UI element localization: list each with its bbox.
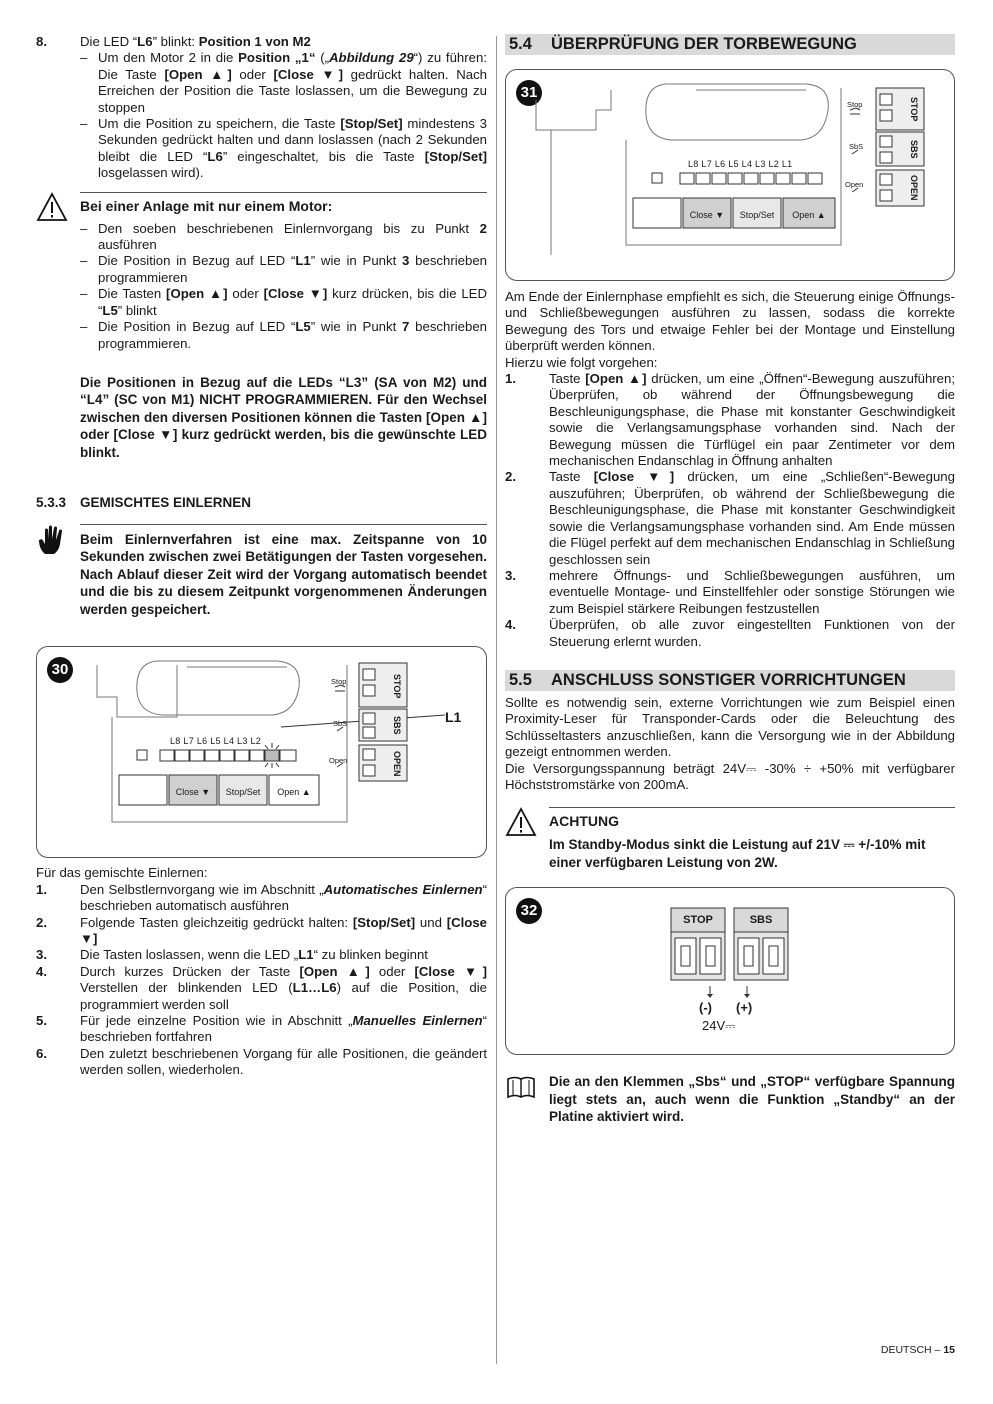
text: („ xyxy=(315,50,330,66)
open-input-label: Open xyxy=(329,756,348,766)
sbs-input-label: SbS xyxy=(333,719,348,729)
text: Um die Position zu speichern, die Taste xyxy=(98,116,341,132)
section-title: GEMISCHTES EINLERNEN xyxy=(80,495,252,511)
open-button: Open ▲ xyxy=(277,787,311,798)
list-item xyxy=(80,253,487,286)
list-item xyxy=(505,371,955,469)
section-ref: Automatisches Einlernen xyxy=(323,881,483,897)
terminal-stop-label: STOP xyxy=(392,674,402,699)
text-bold: [Stop/Set] xyxy=(340,116,403,132)
figure-30 xyxy=(36,646,487,858)
section-number: 5.5 xyxy=(509,670,532,689)
stop-input-label: Stop xyxy=(847,100,863,109)
led-labels: L8 L7 L6 L5 L4 L3 L2 xyxy=(170,736,262,747)
list-item xyxy=(36,964,487,1013)
text: Für jede einzelne Position wie in Abschnitt „ xyxy=(80,1012,353,1028)
close-button: Close ▼ xyxy=(175,787,211,798)
figure-badge: 32 xyxy=(516,898,542,924)
text: ) auf die Position, die programmiert werden soll xyxy=(80,980,487,1012)
terminal-stop-label: STOP xyxy=(909,96,919,122)
step-number: 2. xyxy=(505,469,516,485)
voltage-label: 24V⎓ xyxy=(702,1018,736,1034)
text-bold: L1 xyxy=(295,253,311,269)
warning-triangle-icon xyxy=(36,192,68,222)
verification-steps xyxy=(505,371,955,650)
step-number: 1. xyxy=(505,371,516,387)
text: Taste xyxy=(549,371,586,387)
text-bold: [Close ▼] xyxy=(80,914,487,946)
verification-intro: Am Ende der Einlernphase empfiehlt es sich, die Steuerung einige Öffnungs- und Schließbewegungen ausführen zu lassen, sodass die korrekte Bewegung des Tors und etwaige Fehler bei der Montage und Einstellung überprüft werden können. xyxy=(505,289,955,354)
one-motor-list xyxy=(80,221,487,352)
list-item xyxy=(80,319,487,352)
text-bold: 2 xyxy=(479,220,487,236)
text: Die Position in Bezug auf LED “ xyxy=(98,253,296,269)
text-bold: [Close ▼] xyxy=(263,286,328,302)
text: ” wie in Punkt xyxy=(310,253,403,269)
mixed-learning-intro: Für das gemischte Einlernen: xyxy=(36,865,208,881)
sbs-terminal-label: SBS xyxy=(749,914,773,927)
text-bold: L5 xyxy=(295,319,311,335)
section-5-5-heading xyxy=(505,670,955,691)
page-footer xyxy=(881,1342,955,1358)
step-number: 8. xyxy=(36,34,47,49)
figure-31 xyxy=(505,69,955,281)
section-title: ÜBERPRÜFUNG DER TORBEWEGUNG xyxy=(551,35,857,53)
led-row xyxy=(652,173,822,184)
text-bold: [Open ▲] xyxy=(585,371,647,387)
text: losgelassen wird). xyxy=(98,165,204,181)
notice-title: ACHTUNG xyxy=(549,807,955,830)
text: mehrere Öffnungs- und Schließbewegungen ausführen, um eventuelle Montage- und Einstellfehler oder sonstige Störungen wie zum Beispiel stärkere Reibungen festzustellen xyxy=(549,567,955,616)
section-5-4-heading xyxy=(505,34,955,55)
control-board-drawing xyxy=(506,70,954,280)
close-button: Close ▼ xyxy=(689,210,725,220)
step-number: 3. xyxy=(36,947,47,963)
stop-set-button: Stop/Set xyxy=(225,787,261,798)
attention-notice xyxy=(505,807,955,871)
text-bold: [Open ▲] xyxy=(166,286,228,302)
list-item xyxy=(36,947,487,963)
mixed-learning-steps xyxy=(36,882,487,1079)
step-8-sub-2 xyxy=(80,116,487,182)
text-bold: 3 xyxy=(402,253,410,269)
text-bold: [Close ▼] xyxy=(273,66,343,82)
text: Die Position in Bezug auf LED “ xyxy=(98,319,296,335)
negative-pole-label: (-) xyxy=(699,1000,712,1016)
led-row xyxy=(137,750,296,761)
list-item xyxy=(80,286,487,319)
text: oder xyxy=(369,963,415,979)
text: oder xyxy=(227,286,264,302)
open-input-label: Open xyxy=(845,180,864,189)
page-number: 15 xyxy=(943,1344,955,1356)
one-motor-notice xyxy=(36,192,487,462)
stop-hand-icon xyxy=(36,524,68,556)
step-number: 6. xyxy=(36,1045,47,1061)
step-number: 3. xyxy=(505,567,516,583)
terminal-open-label: OPEN xyxy=(909,175,919,201)
positive-pole-label: (+) xyxy=(736,1000,753,1016)
text: ” blinkt: xyxy=(152,34,199,49)
step-number: 2. xyxy=(36,914,47,930)
figure-32 xyxy=(505,887,955,1055)
list-item xyxy=(36,1046,487,1079)
text: “ beschrieben automatisch ausführen xyxy=(80,881,487,914)
list-item xyxy=(505,617,955,650)
text-bold: [Close ▼] xyxy=(593,469,675,485)
text: “ beschrieben fortfahren xyxy=(80,1012,487,1045)
standby-note xyxy=(505,1073,955,1126)
note-text: Die an den Klemmen „Sbs“ und „STOP“ verfügbare Spannung liegt stets an, auch wenn die Funktion „Standby“ an der Platine aktiviert wird. xyxy=(549,1074,955,1125)
text: Taste xyxy=(549,469,594,485)
text: “) zu führen: Die Taste xyxy=(98,50,487,82)
text-bold: Position „1“ xyxy=(238,50,316,66)
text: Verstellen der blinkenden LED ( xyxy=(80,980,293,996)
left-column xyxy=(36,34,487,1079)
standby-power-text: Im Standby-Modus sinkt die Leistung auf 21V ⎓ +/-10% mit einer verfügbaren Leistung von 2W. xyxy=(549,837,926,870)
led-labels: L8 L7 L6 L5 L4 L3 L2 L1 xyxy=(688,159,793,169)
text: beschrieben programmieren xyxy=(98,253,487,285)
text: kurz drücken, bis die LED “ xyxy=(98,286,487,318)
text: ausführen xyxy=(98,237,157,253)
step-number: 4. xyxy=(505,617,516,633)
text: Den zuletzt beschriebenen Vorgang für alle Positionen, die geändert werden sollen, wiederholen. xyxy=(80,1045,487,1078)
time-limit-notice xyxy=(36,524,487,619)
stop-terminal-label: STOP xyxy=(683,914,713,927)
list-item xyxy=(36,915,487,948)
step-number: 5. xyxy=(36,1012,47,1028)
figure-badge: 30 xyxy=(47,657,73,683)
text: ” eingeschaltet, bis die Taste xyxy=(222,148,425,164)
text-bold: 7 xyxy=(402,319,410,335)
text: drücken, um eine „Öffnen“-Bewegung auszuführen; Überprüfen, ob während der Öffnungsbewegung die Beschleunigungsphase, die Phase mit konstanter Geschwindigkeit sowie die Verlangsamungsphase vorhanden sind. Nach der Bewegung müssen die Türflügel ein paar Zentimeter vor dem mechanischen Endanschlag in Öffnung anhalten xyxy=(549,371,956,469)
list-item xyxy=(505,568,955,617)
text-bold: [Open ▲] xyxy=(164,66,232,82)
warning-triangle-icon xyxy=(505,807,537,837)
text-bold: L6 xyxy=(207,148,223,164)
list-item xyxy=(36,882,487,915)
text: Überprüfen, ob alle zuvor eingestellten Funktionen von der Steuerung erlernt wurden. xyxy=(549,617,955,649)
step-8-sub-1 xyxy=(80,50,487,116)
section-5-3-3-heading xyxy=(36,495,487,511)
terminal-open-label: OPEN xyxy=(392,750,402,777)
text: Um den Motor 2 in die xyxy=(98,50,239,66)
section-number: 5.3.3 xyxy=(36,495,67,511)
text: beschrieben programmieren. xyxy=(98,319,487,351)
stop-input-label: Stop xyxy=(331,677,347,687)
text: mindestens 3 Sekunden gedrückt halten und dann loslassen (nach 2 Sekunden bleibt die LED “ xyxy=(98,116,487,164)
section-ref: Manuelles Einlernen xyxy=(352,1012,483,1028)
text-bold: [Stop/Set] xyxy=(352,914,416,930)
supply-voltage-text: Die Versorgungsspannung beträgt 24V⎓ -30% ÷ +50% mit verfügbarer Höchststromstärke von 200mA. xyxy=(505,760,955,792)
stop-set-button: Stop/Set xyxy=(739,210,775,220)
text: oder xyxy=(231,66,274,82)
figure-badge: 31 xyxy=(516,80,542,106)
manual-book-icon xyxy=(505,1075,537,1101)
text-bold: [Stop/Set] xyxy=(424,148,487,164)
footer-language: DEUTSCH – xyxy=(880,1344,944,1356)
control-board-drawing xyxy=(37,647,486,857)
external-devices-text: Sollte es notwendig sein, externe Vorrichtungen wie zum Beispiel einen Proximity-Leser für Transponder-Cards oder die Beleuchtung des Schlüsseltasters anzuschließen, kann die Versorgung wie in der Abbildung gezeigt entnommen werden. xyxy=(505,694,955,760)
do-not-program-note: Die Positionen in Bezug auf die LEDs “L3” (SA von M2) und “L4” (SC von M1) NICHT PROGRAMMIEREN. Für den Wechsel zwischen den diversen Positionen können die Tasten [Open ▲] oder [Close ▼] kurz gedrückt werden, bis die gewünschte LED blinkt. xyxy=(80,374,487,460)
list-item xyxy=(80,221,487,254)
procedure-intro: Hierzu wie folgt vorgehen: xyxy=(505,354,658,370)
text: Den soeben beschriebenen Einlernvorgang bis zu Punkt xyxy=(98,220,480,236)
notice-title: Bei einer Anlage mit nur einem Motor: xyxy=(80,192,487,215)
text: Durch kurzes Drücken der Taste xyxy=(80,963,300,979)
text: ” wie in Punkt xyxy=(310,319,403,335)
text: drücken, um eine „Schließen“-Bewegung auszuführen; Überprüfen, ob während der Schließbewegung die Beschleunigungsphase, die Phase mit konstanter Geschwindigkeit sowie die Verlangsamungsphase vorhanden sind. Am Ende müssen die Flügel perfekt auf dem mechanischen Endanschlag in Schließung geschlossen sein xyxy=(549,469,955,567)
text-bold: L1 xyxy=(298,947,314,963)
terminal-sbs-label: SBS xyxy=(392,716,402,735)
text-bold: L6 xyxy=(137,34,153,49)
text-bold: [Close ▼] xyxy=(414,963,487,979)
text: und xyxy=(415,914,447,930)
column-divider xyxy=(496,36,497,1364)
text-bold: L5 xyxy=(102,302,118,318)
text: gedrückt halten. Nach Erreichen der Position die Taste loslassen, um die Bewegung zu stoppen xyxy=(98,66,487,115)
text: Die LED “ xyxy=(80,34,138,49)
text-bold: [Open ▲] xyxy=(299,963,370,979)
text-bold: L1…L6 xyxy=(292,980,337,996)
terminal-sbs-label: SBS xyxy=(909,139,919,159)
text: “ zu blinken beginnt xyxy=(313,947,428,963)
list-item xyxy=(505,469,955,567)
section-title: ANSCHLUSS SONSTIGER VORRICHTUNGEN xyxy=(551,670,906,689)
step-number: 4. xyxy=(36,963,47,979)
step-8 xyxy=(36,34,487,182)
text-bold: Position 1 von M2 xyxy=(198,34,311,49)
text: Folgende Tasten gleichzeitig gedrückt halten: xyxy=(80,914,353,930)
sbs-input-label: SbS xyxy=(849,142,864,151)
open-button: Open ▲ xyxy=(792,210,826,220)
led-callout: L1 xyxy=(445,709,462,726)
text: Die Tasten xyxy=(98,286,167,302)
step-number: 1. xyxy=(36,881,47,897)
text: Die Tasten loslassen, wenn die LED „ xyxy=(80,947,299,963)
figure-ref: Abbildung 29 xyxy=(329,50,414,66)
text: Den Selbstlernvorgang wie im Abschnitt „ xyxy=(80,881,324,897)
warning-text: Beim Einlernverfahren ist eine max. Zeitspanne von 10 Sekunden zwischen zwei Betätigungen der Tasten vorgesehen. Nach Ablauf dieser Zeit wird der Vorgang automatisch beendet und die bis zu diesem Zeitpunkt vorgenommenen Änderungen werden gespeichert. xyxy=(80,524,487,619)
section-number: 5.4 xyxy=(509,35,532,53)
list-item xyxy=(36,1013,487,1046)
text: ” blinkt xyxy=(117,302,157,318)
right-column xyxy=(505,34,955,1126)
